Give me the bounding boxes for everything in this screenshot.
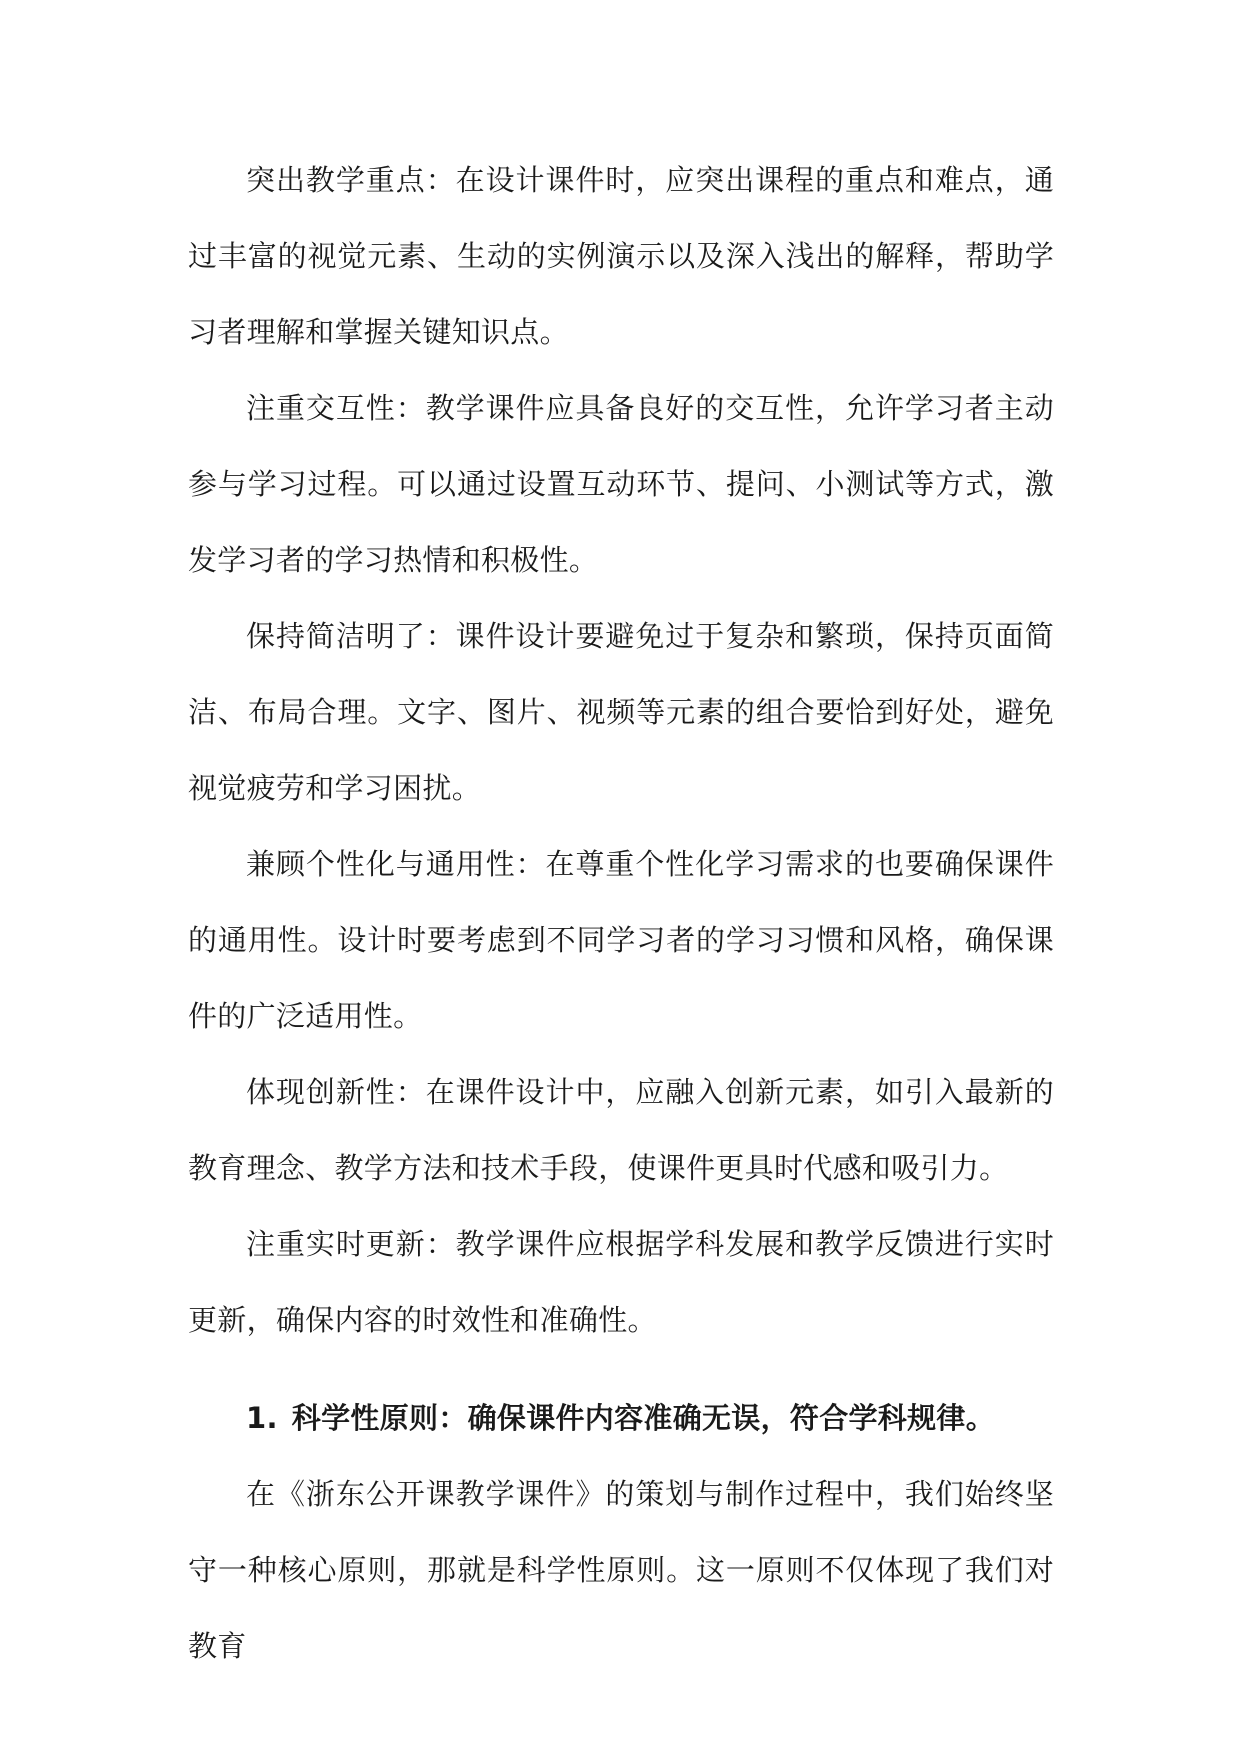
section-heading bbox=[188, 1380, 1054, 1456]
paragraph-realtime-updates: 注重实时更新：教学课件应根据学科发展和教学反馈进行实时更新，确保内容的时效性和准确性。 bbox=[188, 1227, 1054, 1337]
paragraph-highlight-key-points: 突出教学重点：在设计课件时，应突出课程的重点和难点，通过丰富的视觉元素、生动的实例演示以及深入浅出的解释，帮助学习者理解和掌握关键知识点。 bbox=[188, 163, 1054, 349]
section-heading-number: 1. bbox=[246, 1401, 278, 1435]
paragraph-innovation: 体现创新性：在课件设计中，应融入创新元素，如引入最新的教育理念、教学方法和技术手段，使课件更具时代感和吸引力。 bbox=[188, 1075, 1054, 1185]
paragraph-interactivity: 注重交互性：教学课件应具备良好的交互性，允许学习者主动参与学习过程。可以通过设置互动环节、提问、小测试等方式，激发学习者的学习热情和积极性。 bbox=[188, 391, 1054, 577]
paragraph-closing: 在《浙东公开课教学课件》的策划与制作过程中，我们始终坚守一种核心原则，那就是科学性原则。这一原则不仅体现了我们对教育 bbox=[188, 1477, 1054, 1663]
paragraph-simplicity: 保持简洁明了：课件设计要避免过于复杂和繁琐，保持页面简洁、布局合理。文字、图片、视频等元素的组合要恰到好处，避免视觉疲劳和学习困扰。 bbox=[188, 619, 1054, 805]
paragraph-personalization: 兼顾个性化与通用性：在尊重个性化学习需求的也要确保课件的通用性。设计时要考虑到不同学习者的学习习惯和风格，确保课件的广泛适用性。 bbox=[188, 847, 1054, 1033]
document-body bbox=[188, 142, 1054, 1684]
section-heading-text: 科学性原则：确保课件内容准确无误，符合学科规律。 bbox=[291, 1401, 995, 1435]
